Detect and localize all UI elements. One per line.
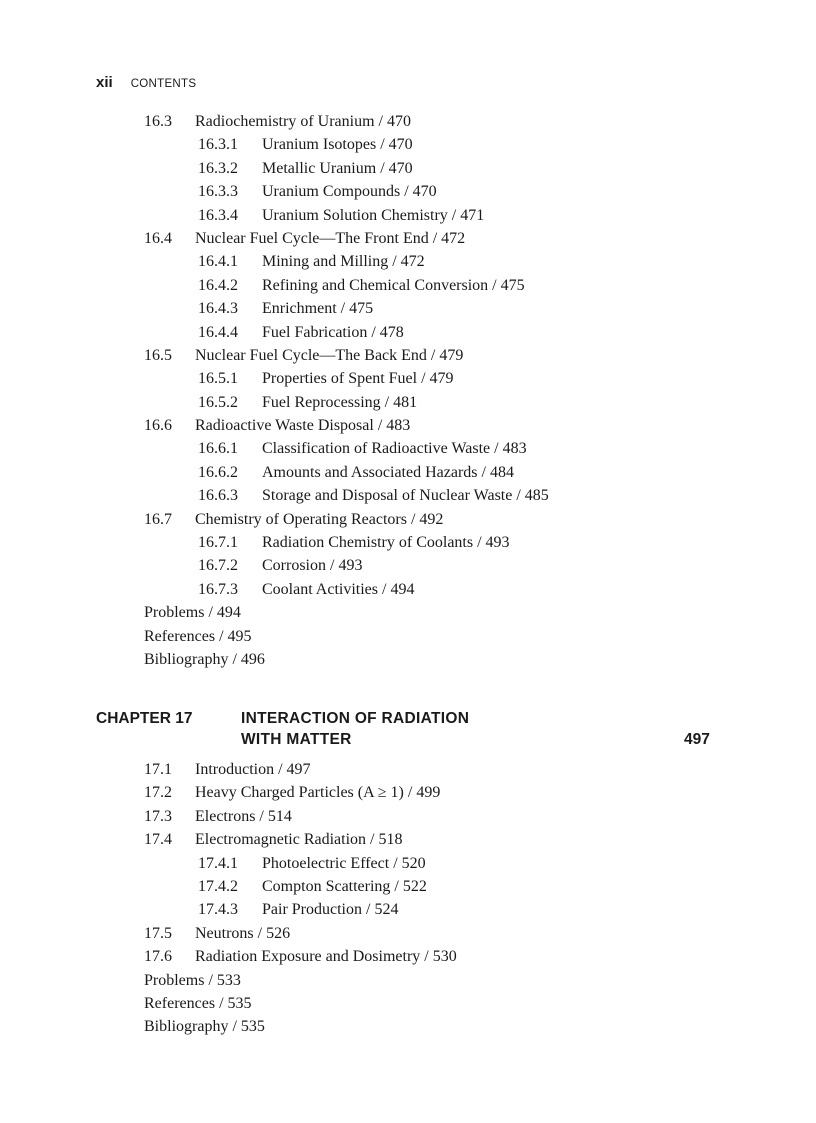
toc-entry-number: 16.4 (144, 229, 172, 247)
toc-entry-title: Introduction / 497 (195, 761, 311, 778)
toc-entry-number: 16.3.3 (198, 183, 238, 201)
toc-entry-title: Nuclear Fuel Cycle—The Front End / 472 (195, 229, 466, 247)
toc-entry-title: Radioactive Waste Disposal / 483 (195, 417, 411, 435)
toc-entry-title: Radiation Exposure and Dosimetry / 530 (195, 948, 457, 966)
toc-entry-title: Chemistry of Operating Reactors / 492 (195, 510, 444, 528)
toc-entry-title: Nuclear Fuel Cycle—The Back End / 479 (195, 346, 464, 364)
toc-entry (0, 805, 816, 828)
toc-entry-title: Metallic Uranium / 470 (262, 159, 413, 177)
toc-entry (0, 484, 816, 507)
toc-entry-number: 17.1 (144, 761, 172, 778)
toc-entry-title: Fuel Reprocessing / 481 (262, 393, 418, 411)
toc-entry (0, 110, 816, 133)
toc-entry (0, 969, 816, 992)
toc-entry (0, 250, 816, 273)
toc-chapter-list (0, 758, 816, 1039)
chapter-label: CHAPTER 17 (96, 710, 193, 727)
toc-entry-number: 16.6.3 (198, 487, 238, 505)
toc-entry-number: 17.4.2 (198, 877, 238, 895)
toc-entry-title: Enrichment / 475 (262, 300, 374, 318)
toc-entry-number: 16.4.4 (198, 323, 238, 341)
toc-entry (0, 531, 816, 554)
toc-entry-number: 16.3.2 (198, 159, 238, 177)
toc-entry-number: 16.6.1 (198, 440, 238, 458)
toc-entry (0, 227, 816, 250)
toc-entry-title: Refining and Chemical Conversion / 475 (262, 276, 525, 294)
toc-entry-number: 16.6.2 (198, 463, 238, 481)
toc-entry-number: 16.4.3 (198, 300, 238, 318)
toc-entry-title: Amounts and Associated Hazards / 484 (262, 463, 514, 481)
toc-entry-number: 16.7.3 (198, 580, 238, 598)
page-number: xii (96, 74, 113, 91)
toc-entry-number: 16.6 (144, 417, 172, 435)
chapter-heading (0, 708, 816, 750)
toc-entry (0, 461, 816, 484)
toc-entry (0, 414, 816, 437)
toc-entry (0, 367, 816, 390)
toc-entry (0, 1015, 816, 1038)
toc-entry (0, 297, 816, 320)
toc-entry (0, 508, 816, 531)
toc-entry (0, 554, 816, 577)
toc-entry-number: 16.3.1 (198, 136, 238, 154)
toc-entry-number: 16.7 (144, 510, 172, 528)
toc-entry-title: Coolant Activities / 494 (262, 580, 415, 598)
toc-entry-title: Classification of Radioactive Waste / 483 (262, 440, 527, 458)
toc-entry-title: Corrosion / 493 (262, 557, 363, 575)
toc-entry-title: Radiochemistry of Uranium / 470 (195, 113, 411, 130)
toc-entry (0, 180, 816, 203)
toc-entry-title: Bibliography / 535 (144, 1018, 265, 1036)
toc-entry (0, 391, 816, 414)
toc-entry (0, 321, 816, 344)
toc-entry-number: 17.6 (144, 948, 172, 966)
toc-entry-number: 16.7.2 (198, 557, 238, 575)
toc-entry-title: References / 535 (144, 994, 252, 1012)
toc-entry-title: Problems / 494 (144, 604, 241, 622)
toc-entry-number: 16.7.1 (198, 534, 238, 552)
toc-entry-title: Neutrons / 526 (195, 924, 291, 942)
toc-entry-title: Radiation Chemistry of Coolants / 493 (262, 534, 510, 552)
toc-entry-title: Electromagnetic Radiation / 518 (195, 831, 403, 849)
chapter-title-line2: WITH MATTER (241, 731, 352, 748)
toc-entry (0, 204, 816, 227)
chapter-title-line1: INTERACTION OF RADIATION (241, 710, 470, 727)
toc-entry (0, 758, 816, 781)
toc-entry-number: 16.3 (144, 113, 172, 130)
toc-entry-title: Storage and Disposal of Nuclear Waste / 485 (262, 487, 549, 505)
toc-entry-title: Compton Scattering / 522 (262, 877, 427, 895)
toc-entry-number: 16.3.4 (198, 206, 238, 224)
toc-entry (0, 344, 816, 367)
toc-entry-number: 16.5.2 (198, 393, 238, 411)
toc-entry (0, 625, 816, 648)
running-title: CONTENTS (130, 78, 197, 90)
toc-entry-number: 16.4.2 (198, 276, 238, 294)
toc-entry (0, 274, 816, 297)
toc-continued-list (0, 110, 816, 671)
toc-entry-title: Mining and Milling / 472 (262, 253, 425, 271)
toc-entry-title: Problems / 533 (144, 971, 241, 989)
toc-entry-title: Heavy Charged Particles (A ≥ 1) / 499 (195, 784, 441, 802)
toc-entry (0, 781, 816, 804)
toc-entry-title: Pair Production / 524 (262, 901, 399, 919)
toc-entry-title: Properties of Spent Fuel / 479 (262, 370, 454, 388)
toc-entry-title: Bibliography / 496 (144, 650, 265, 668)
toc-entry-number: 17.4.3 (198, 901, 238, 919)
toc-entry (0, 828, 816, 851)
toc-entry-number: 17.4 (144, 831, 172, 849)
toc-entry (0, 898, 816, 921)
toc-entry (0, 992, 816, 1015)
toc-entry-number: 16.5 (144, 346, 172, 364)
toc-entry-title: Uranium Isotopes / 470 (262, 136, 413, 154)
toc-entry-title: Uranium Solution Chemistry / 471 (262, 206, 485, 224)
toc-entry-title: References / 495 (144, 627, 252, 645)
toc-entry (0, 852, 816, 875)
toc-entry-number: 17.3 (144, 807, 172, 825)
toc-entry-number: 16.4.1 (198, 253, 238, 271)
toc-entry (0, 945, 816, 968)
toc-entry (0, 875, 816, 898)
toc-entry (0, 133, 816, 156)
toc-entry (0, 648, 816, 671)
toc-entry (0, 157, 816, 180)
page-header (96, 74, 196, 92)
toc-entry-number: 17.4.1 (198, 854, 238, 872)
toc-entry (0, 578, 816, 601)
toc-entry-title: Uranium Compounds / 470 (262, 183, 437, 201)
toc-entry-number: 16.5.1 (198, 370, 238, 388)
toc-entry (0, 437, 816, 460)
toc-entry-number: 17.5 (144, 924, 172, 942)
toc-entry-title: Fuel Fabrication / 478 (262, 323, 404, 341)
toc-entry-title: Electrons / 514 (195, 807, 292, 825)
toc-entry-number: 17.2 (144, 784, 172, 802)
toc-entry (0, 922, 816, 945)
chapter-page-number: 497 (684, 731, 710, 748)
toc-entry-title: Photoelectric Effect / 520 (262, 854, 426, 872)
toc-entry (0, 601, 816, 624)
